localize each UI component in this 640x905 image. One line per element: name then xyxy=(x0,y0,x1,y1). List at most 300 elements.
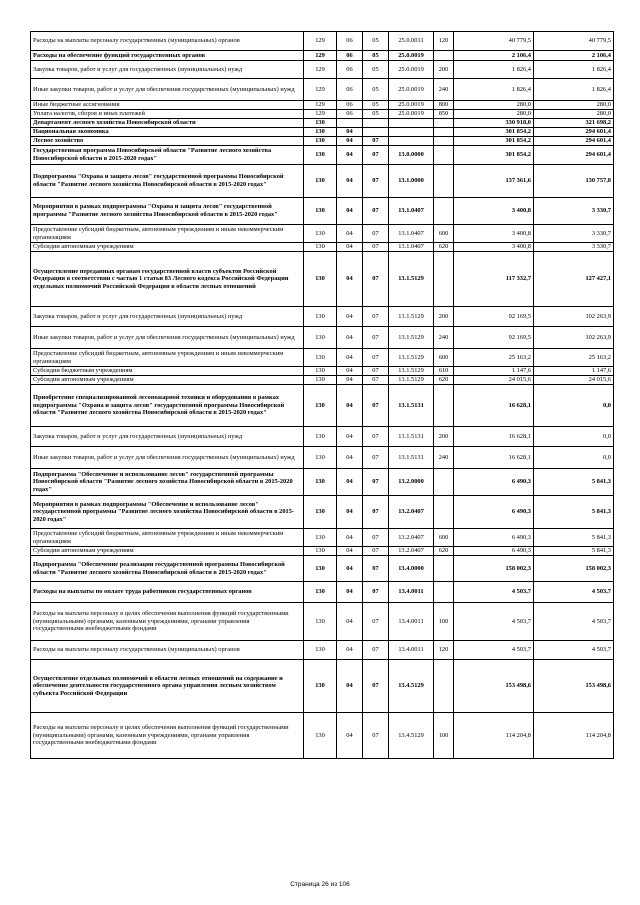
row-vr xyxy=(434,137,454,146)
row-pr: 07 xyxy=(363,713,389,759)
row-rz: 04 xyxy=(337,529,363,547)
row-rz: 04 xyxy=(337,327,363,349)
row-rz: 04 xyxy=(337,641,363,660)
table-row xyxy=(31,243,614,252)
row-csr: 13.1.0407 xyxy=(389,243,434,252)
row-value-2: 0,0 xyxy=(534,447,614,469)
row-rz: 04 xyxy=(337,496,363,529)
row-name: Иные закупки товаров, работ и услуг для обеспечения государственных (муниципальных) нужд xyxy=(31,447,304,469)
row-rz: 04 xyxy=(337,547,363,556)
row-pr xyxy=(363,128,389,137)
row-rz: 04 xyxy=(337,198,363,225)
row-rz: 04 xyxy=(337,225,363,243)
table-row xyxy=(31,713,614,759)
row-gr: 130 xyxy=(304,547,337,556)
row-gr: 130 xyxy=(304,327,337,349)
row-value-2: 3 330,7 xyxy=(534,243,614,252)
row-vr xyxy=(434,128,454,137)
row-rz: 04 xyxy=(337,252,363,307)
row-value-2: 102 263,9 xyxy=(534,307,614,327)
row-value-2: 40 779,5 xyxy=(534,32,614,51)
row-pr: 07 xyxy=(363,243,389,252)
row-value-1: 6 490,3 xyxy=(454,469,534,496)
row-csr: 25.0.0019 xyxy=(389,110,434,119)
row-value-1: 6 490,3 xyxy=(454,496,534,529)
row-name: Иные закупки товаров, работ и услуг для обеспечения государственных (муниципальных) нужд xyxy=(31,79,304,101)
row-value-1: 301 854,2 xyxy=(454,128,534,137)
row-value-1: 16 628,1 xyxy=(454,385,534,427)
table-row xyxy=(31,547,614,556)
row-vr: 620 xyxy=(434,243,454,252)
row-vr: 100 xyxy=(434,713,454,759)
row-vr xyxy=(434,252,454,307)
table-row xyxy=(31,349,614,367)
row-gr: 130 xyxy=(304,243,337,252)
row-vr: 240 xyxy=(434,447,454,469)
table-row xyxy=(31,252,614,307)
row-csr: 13.1.5131 xyxy=(389,427,434,447)
row-value-1: 92 169,5 xyxy=(454,307,534,327)
row-gr: 130 xyxy=(304,713,337,759)
row-gr: 130 xyxy=(304,198,337,225)
row-gr: 130 xyxy=(304,469,337,496)
row-name: Подпрограмма "Охрана и защита лесов" государственной программы Новосибирской области "Развитие лесного хозяйства Новосибирской области в 2015-2020 годах" xyxy=(31,165,304,198)
row-rz: 04 xyxy=(337,128,363,137)
row-rz: 06 xyxy=(337,79,363,101)
row-vr: 850 xyxy=(434,110,454,119)
row-gr: 130 xyxy=(304,137,337,146)
row-value-1: 280,0 xyxy=(454,101,534,110)
row-pr: 05 xyxy=(363,101,389,110)
row-value-1: 301 854,2 xyxy=(454,137,534,146)
row-value-2: 158 002,3 xyxy=(534,556,614,582)
row-value-1: 4 503,7 xyxy=(454,641,534,660)
row-gr: 130 xyxy=(304,128,337,137)
row-csr: 13.4.5129 xyxy=(389,660,434,713)
row-rz xyxy=(337,119,363,128)
row-gr: 129 xyxy=(304,32,337,51)
row-vr: 600 xyxy=(434,529,454,547)
row-value-2: 0,0 xyxy=(534,385,614,427)
row-name: Национальная экономика xyxy=(31,128,304,137)
row-gr: 130 xyxy=(304,427,337,447)
row-vr xyxy=(434,198,454,225)
row-value-1: 4 503,7 xyxy=(454,603,534,641)
row-value-1: 6 490,3 xyxy=(454,529,534,547)
row-name: Иные бюджетные ассигнования xyxy=(31,101,304,110)
row-rz: 04 xyxy=(337,556,363,582)
row-name: Подпрограмма "Обеспечение и использование лесов" государственной программы Новосибирской области "Развитие лесного хозяйства Новосибирской области в 2015-2020 годах" xyxy=(31,469,304,496)
table-row xyxy=(31,660,614,713)
row-name: Расходы на выплаты персоналу государственных (муниципальных) органов xyxy=(31,32,304,51)
row-vr: 800 xyxy=(434,101,454,110)
row-pr: 07 xyxy=(363,327,389,349)
row-value-2: 5 841,3 xyxy=(534,469,614,496)
row-csr: 13.1.5129 xyxy=(389,252,434,307)
row-value-2: 321 698,2 xyxy=(534,119,614,128)
row-csr: 25.0.0019 xyxy=(389,61,434,79)
row-pr: 05 xyxy=(363,51,389,61)
row-name: Закупка товаров, работ и услуг для государственных (муниципальных) нужд xyxy=(31,307,304,327)
row-pr: 07 xyxy=(363,367,389,376)
row-gr: 130 xyxy=(304,165,337,198)
row-value-1: 40 779,5 xyxy=(454,32,534,51)
table-row xyxy=(31,146,614,165)
row-csr xyxy=(389,137,434,146)
row-value-2: 3 330,7 xyxy=(534,225,614,243)
row-value-2: 294 601,4 xyxy=(534,146,614,165)
table-row xyxy=(31,469,614,496)
row-gr: 129 xyxy=(304,101,337,110)
row-gr: 130 xyxy=(304,582,337,603)
row-name: Расходы на выплаты персоналу государственных (муниципальных) органов xyxy=(31,641,304,660)
row-value-1: 25 163,2 xyxy=(454,349,534,367)
row-pr: 07 xyxy=(363,496,389,529)
row-name: Лесное хозяйство xyxy=(31,137,304,146)
row-pr: 07 xyxy=(363,660,389,713)
table-row xyxy=(31,367,614,376)
row-vr: 200 xyxy=(434,427,454,447)
row-value-2: 4 503,7 xyxy=(534,603,614,641)
row-rz: 04 xyxy=(337,367,363,376)
row-value-2: 114 204,8 xyxy=(534,713,614,759)
row-csr: 13.1.5131 xyxy=(389,447,434,469)
row-value-2: 1 826,4 xyxy=(534,79,614,101)
row-value-2: 0,0 xyxy=(534,427,614,447)
row-name: Иные закупки товаров, работ и услуг для обеспечения государственных (муниципальных) нужд xyxy=(31,327,304,349)
row-vr xyxy=(434,51,454,61)
row-gr: 130 xyxy=(304,603,337,641)
row-name: Расходы на обеспечение функций государственных органов xyxy=(31,51,304,61)
row-value-1: 1 826,4 xyxy=(454,61,534,79)
row-pr: 07 xyxy=(363,307,389,327)
row-gr: 130 xyxy=(304,349,337,367)
table-row xyxy=(31,641,614,660)
row-csr: 13.4.0011 xyxy=(389,641,434,660)
row-rz: 04 xyxy=(337,713,363,759)
row-value-2: 5 841,3 xyxy=(534,547,614,556)
row-value-2: 3 330,7 xyxy=(534,198,614,225)
row-csr: 13.1.5129 xyxy=(389,367,434,376)
row-pr: 07 xyxy=(363,582,389,603)
row-value-1: 153 498,6 xyxy=(454,660,534,713)
row-value-1: 301 854,2 xyxy=(454,146,534,165)
row-value-2: 1 147,6 xyxy=(534,367,614,376)
row-gr: 130 xyxy=(304,556,337,582)
row-pr: 05 xyxy=(363,61,389,79)
row-value-2: 280,0 xyxy=(534,110,614,119)
row-vr xyxy=(434,496,454,529)
row-value-1: 158 002,3 xyxy=(454,556,534,582)
row-vr xyxy=(434,556,454,582)
table-row xyxy=(31,101,614,110)
table-row xyxy=(31,79,614,101)
row-rz: 04 xyxy=(337,376,363,385)
row-csr: 13.0.0000 xyxy=(389,146,434,165)
row-value-1: 16 628,1 xyxy=(454,427,534,447)
row-pr: 07 xyxy=(363,469,389,496)
row-csr xyxy=(389,128,434,137)
row-rz: 04 xyxy=(337,427,363,447)
table-row xyxy=(31,61,614,79)
row-vr: 240 xyxy=(434,327,454,349)
table-row xyxy=(31,603,614,641)
row-rz: 04 xyxy=(337,243,363,252)
table-row xyxy=(31,32,614,51)
row-value-2: 2 106,4 xyxy=(534,51,614,61)
table-row xyxy=(31,427,614,447)
row-rz: 04 xyxy=(337,582,363,603)
row-value-1: 3 400,8 xyxy=(454,198,534,225)
table-row xyxy=(31,225,614,243)
row-vr: 620 xyxy=(434,376,454,385)
row-rz: 06 xyxy=(337,61,363,79)
row-name: Субсидии автономным учреждениям xyxy=(31,547,304,556)
row-value-2: 153 498,6 xyxy=(534,660,614,713)
row-name: Субсидии автономным учреждениям xyxy=(31,376,304,385)
row-vr xyxy=(434,165,454,198)
row-value-1: 114 204,8 xyxy=(454,713,534,759)
table-row xyxy=(31,327,614,349)
row-rz: 06 xyxy=(337,32,363,51)
table-row xyxy=(31,385,614,427)
row-pr: 05 xyxy=(363,79,389,101)
row-value-1: 3 400,8 xyxy=(454,243,534,252)
row-name: Уплата налогов, сборов и иных платежей xyxy=(31,110,304,119)
row-vr xyxy=(434,385,454,427)
row-gr: 130 xyxy=(304,119,337,128)
row-name: Приобретение специализированной лесопожарной техники и оборудования в рамках подпрограммы "Охрана и защита лесов" государственной программы Новосибирской области "Развитие лесного хозяйства Новосибирской области в 2015-2020 годах" xyxy=(31,385,304,427)
row-name: Закупка товаров, работ и услуг для государственных (муниципальных) нужд xyxy=(31,427,304,447)
row-pr: 07 xyxy=(363,252,389,307)
row-gr: 129 xyxy=(304,51,337,61)
row-gr: 130 xyxy=(304,252,337,307)
row-name: Осуществление отдельных полномочий в области лесных отношений на содержание и обеспечение деятельности государственного органа управления лесным хозяйством субъекта Российской Федерации xyxy=(31,660,304,713)
row-vr xyxy=(434,660,454,713)
budget-table xyxy=(30,31,614,759)
row-vr xyxy=(434,146,454,165)
row-pr xyxy=(363,119,389,128)
row-rz: 04 xyxy=(337,349,363,367)
row-vr: 200 xyxy=(434,61,454,79)
table-row xyxy=(31,376,614,385)
table-row xyxy=(31,529,614,547)
row-rz: 04 xyxy=(337,146,363,165)
row-csr: 13.2.0407 xyxy=(389,529,434,547)
budget-table-body xyxy=(31,32,614,759)
row-value-1: 1 147,6 xyxy=(454,367,534,376)
row-pr: 07 xyxy=(363,427,389,447)
row-gr: 130 xyxy=(304,225,337,243)
row-csr: 13.1.0407 xyxy=(389,225,434,243)
row-gr: 130 xyxy=(304,660,337,713)
row-name: Осуществление переданных органам государственной власти субъектов Российской Федерации в соответствии с частью 1 статьи 83 Лесного кодекса Российской Федерации отдельных полномочий Российской Федерации в области лесных отношений xyxy=(31,252,304,307)
row-pr: 07 xyxy=(363,641,389,660)
row-value-2: 4 503,7 xyxy=(534,582,614,603)
row-value-2: 294 601,4 xyxy=(534,137,614,146)
row-value-1: 92 169,5 xyxy=(454,327,534,349)
row-gr: 129 xyxy=(304,79,337,101)
table-row xyxy=(31,165,614,198)
row-vr xyxy=(434,469,454,496)
row-name: Субсидии бюджетным учреждениям xyxy=(31,367,304,376)
row-value-1: 1 826,4 xyxy=(454,79,534,101)
table-row xyxy=(31,51,614,61)
row-gr: 130 xyxy=(304,641,337,660)
row-vr: 610 xyxy=(434,367,454,376)
row-pr: 07 xyxy=(363,146,389,165)
row-pr: 07 xyxy=(363,349,389,367)
row-value-2: 24 015,6 xyxy=(534,376,614,385)
row-rz: 06 xyxy=(337,110,363,119)
row-csr: 25.0.0019 xyxy=(389,101,434,110)
row-csr: 13.2.0000 xyxy=(389,469,434,496)
row-csr: 13.1.5129 xyxy=(389,376,434,385)
row-value-2: 280,0 xyxy=(534,101,614,110)
row-gr: 130 xyxy=(304,146,337,165)
row-value-1: 280,0 xyxy=(454,110,534,119)
row-csr: 13.2.0407 xyxy=(389,547,434,556)
row-rz: 04 xyxy=(337,447,363,469)
row-gr: 130 xyxy=(304,496,337,529)
row-name: Предоставление субсидий бюджетным, автономным учреждениям и иным некоммерческим организациям xyxy=(31,349,304,367)
row-pr: 05 xyxy=(363,110,389,119)
row-value-1: 3 400,8 xyxy=(454,225,534,243)
row-name: Предоставление субсидий бюджетным, автономным учреждениям и иным некоммерческим организациям xyxy=(31,225,304,243)
row-rz: 04 xyxy=(337,660,363,713)
row-name: Расходы на выплаты персоналу в целях обеспечения выполнения функций государственными (муниципальными) органами, казенными учреждениями, органами управления государственными внебюджетными фондами xyxy=(31,603,304,641)
row-vr xyxy=(434,582,454,603)
row-name: Предоставление субсидий бюджетным, автономным учреждениям и иным некоммерческим организациям xyxy=(31,529,304,547)
row-gr: 130 xyxy=(304,447,337,469)
table-row xyxy=(31,198,614,225)
row-value-1: 16 628,1 xyxy=(454,447,534,469)
row-value-2: 102 263,9 xyxy=(534,327,614,349)
row-value-2: 130 757,8 xyxy=(534,165,614,198)
row-value-2: 294 601,4 xyxy=(534,128,614,137)
row-pr: 07 xyxy=(363,165,389,198)
row-gr: 130 xyxy=(304,385,337,427)
row-gr: 129 xyxy=(304,61,337,79)
row-csr: 13.1.5129 xyxy=(389,307,434,327)
row-pr: 05 xyxy=(363,32,389,51)
row-csr: 13.1.5129 xyxy=(389,327,434,349)
row-name: Мероприятия в рамках подпрограммы "Обеспечение и использование лесов" государственной программы "Развитие лесного хозяйства Новосибирской области в 2015-2020 годах" xyxy=(31,496,304,529)
row-pr: 07 xyxy=(363,556,389,582)
row-name: Государственная программа Новосибирской области "Развитие лесного хозяйства Новосибирской области в 2015-2020 годах" xyxy=(31,146,304,165)
page-footer: Страница 26 из 106 xyxy=(290,881,350,888)
table-row xyxy=(31,119,614,128)
row-vr: 240 xyxy=(434,79,454,101)
table-row xyxy=(31,582,614,603)
row-name: Подпрограмма "Обеспечение реализации государственной программы Новосибирской области "Развитие лесного хозяйства Новосибирской области в 2015-2020 годах" xyxy=(31,556,304,582)
row-name: Мероприятия в рамках подпрограммы "Охрана и защита лесов" государственной программы "Развитие лесного хозяйства Новосибирской области в 2015-2020 годах" xyxy=(31,198,304,225)
table-row xyxy=(31,556,614,582)
row-csr: 25.0.0019 xyxy=(389,79,434,101)
row-vr: 120 xyxy=(434,641,454,660)
row-csr: 13.1.5129 xyxy=(389,349,434,367)
row-gr: 129 xyxy=(304,110,337,119)
row-value-2: 1 826,4 xyxy=(534,61,614,79)
row-pr: 07 xyxy=(363,547,389,556)
table-row xyxy=(31,137,614,146)
row-value-2: 127 427,1 xyxy=(534,252,614,307)
row-csr: 13.4.5129 xyxy=(389,713,434,759)
table-row xyxy=(31,110,614,119)
row-csr: 13.4.0011 xyxy=(389,603,434,641)
row-rz: 04 xyxy=(337,603,363,641)
row-rz: 04 xyxy=(337,165,363,198)
row-value-1: 137 361,6 xyxy=(454,165,534,198)
row-vr: 120 xyxy=(434,32,454,51)
row-name: Департамент лесного хозяйства Новосибирской области xyxy=(31,119,304,128)
row-csr: 13.4.0011 xyxy=(389,582,434,603)
row-gr: 130 xyxy=(304,376,337,385)
row-csr: 13.2.0407 xyxy=(389,496,434,529)
row-value-2: 5 841,3 xyxy=(534,529,614,547)
row-name: Закупка товаров, работ и услуг для государственных (муниципальных) нужд xyxy=(31,61,304,79)
row-vr: 200 xyxy=(434,307,454,327)
row-value-1: 117 332,7 xyxy=(454,252,534,307)
row-csr: 25.0.0019 xyxy=(389,51,434,61)
row-csr: 13.4.0000 xyxy=(389,556,434,582)
row-rz: 04 xyxy=(337,137,363,146)
table-row xyxy=(31,307,614,327)
row-name: Субсидии автономным учреждениям xyxy=(31,243,304,252)
row-name: Расходы на выплаты по оплате труда работников государственных органов xyxy=(31,582,304,603)
row-pr: 07 xyxy=(363,198,389,225)
row-csr: 13.1.5131 xyxy=(389,385,434,427)
row-vr: 100 xyxy=(434,603,454,641)
row-rz: 06 xyxy=(337,101,363,110)
row-pr: 07 xyxy=(363,603,389,641)
row-rz: 06 xyxy=(337,51,363,61)
row-vr: 620 xyxy=(434,547,454,556)
row-pr: 07 xyxy=(363,447,389,469)
table-row xyxy=(31,128,614,137)
row-csr: 13.1.0000 xyxy=(389,165,434,198)
row-pr: 07 xyxy=(363,376,389,385)
row-rz: 04 xyxy=(337,385,363,427)
row-vr xyxy=(434,119,454,128)
row-vr: 600 xyxy=(434,349,454,367)
row-pr: 07 xyxy=(363,529,389,547)
row-value-1: 2 106,4 xyxy=(454,51,534,61)
row-csr: 25.0.0011 xyxy=(389,32,434,51)
row-value-1: 330 918,0 xyxy=(454,119,534,128)
row-pr: 07 xyxy=(363,225,389,243)
row-pr: 07 xyxy=(363,137,389,146)
row-gr: 130 xyxy=(304,529,337,547)
row-vr: 600 xyxy=(434,225,454,243)
table-row xyxy=(31,496,614,529)
row-name: Расходы на выплаты персоналу в целях обеспечения выполнения функций государственными (муниципальными) органами, казенными учреждениями, органами управления государственными внебюджетными фондами xyxy=(31,713,304,759)
row-gr: 130 xyxy=(304,367,337,376)
row-value-2: 25 163,2 xyxy=(534,349,614,367)
row-value-2: 4 503,7 xyxy=(534,641,614,660)
row-value-1: 4 503,7 xyxy=(454,582,534,603)
row-rz: 04 xyxy=(337,469,363,496)
row-value-2: 5 841,3 xyxy=(534,496,614,529)
row-pr: 07 xyxy=(363,385,389,427)
row-csr: 13.1.0407 xyxy=(389,198,434,225)
row-gr: 130 xyxy=(304,307,337,327)
row-rz: 04 xyxy=(337,307,363,327)
row-value-1: 6 490,3 xyxy=(454,547,534,556)
row-csr xyxy=(389,119,434,128)
row-value-1: 24 015,6 xyxy=(454,376,534,385)
table-row xyxy=(31,447,614,469)
